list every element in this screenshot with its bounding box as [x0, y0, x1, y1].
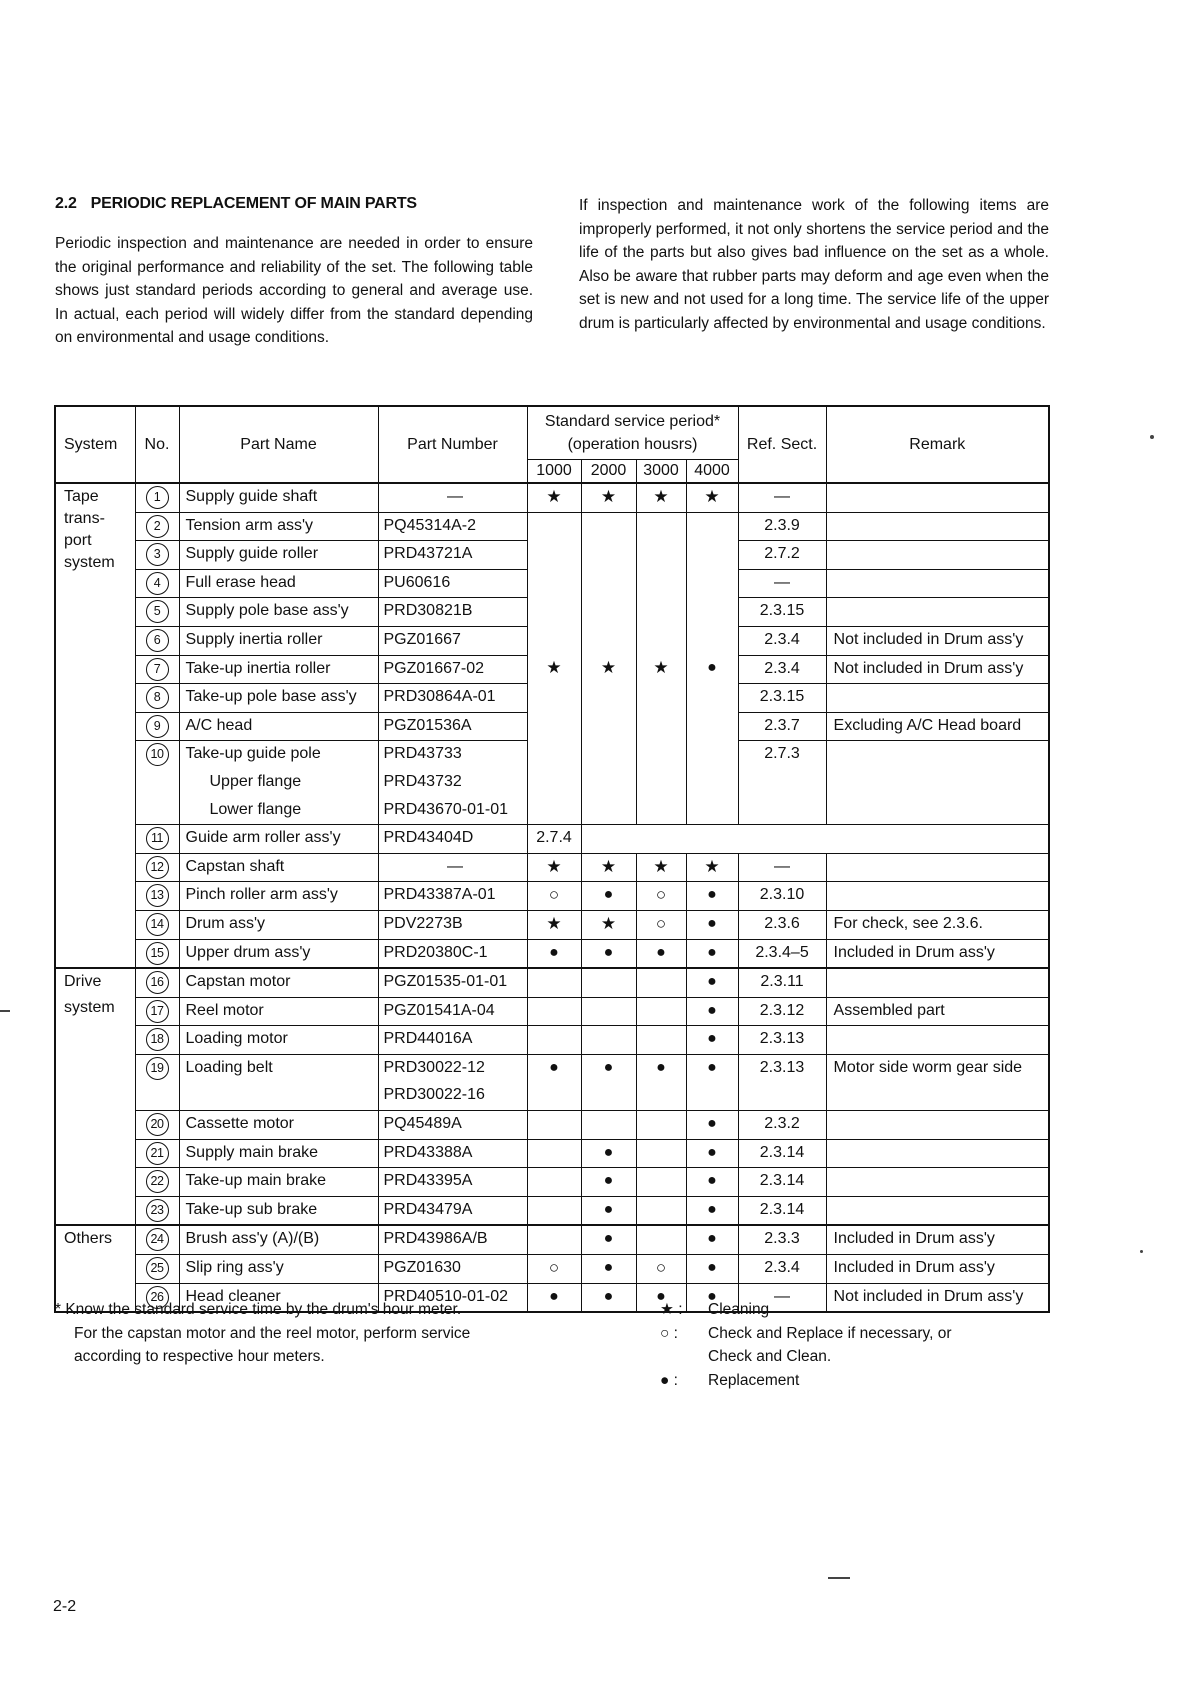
ref-sect: — [738, 853, 826, 882]
system-label: system [64, 554, 115, 571]
remark: Included in Drum ass'y [833, 1230, 995, 1248]
remark [581, 825, 636, 854]
ref-sect: 2.3.12 [738, 997, 826, 1026]
item-number-badge: 21 [146, 1142, 169, 1165]
system-label: port [64, 532, 92, 549]
filled-circle-mark: ● [603, 1172, 614, 1190]
ref-sect: 2.3.6 [738, 910, 826, 939]
system-label: system [64, 999, 115, 1017]
remark [826, 541, 1049, 570]
item-number-badge: 22 [146, 1170, 169, 1193]
ref-sect: 2.3.15 [738, 598, 826, 627]
filled-circle-mark: ● [707, 1001, 717, 1019]
ref-sect: 2.3.9 [738, 512, 826, 541]
star-mark: ★ [600, 657, 617, 677]
page-number: 2-2 [53, 1598, 77, 1615]
part-name: A/C head [179, 712, 378, 741]
part-number: PGZ01667 [378, 626, 527, 655]
star-mark: ★ [600, 487, 617, 506]
scan-artifact [1140, 1250, 1143, 1253]
part-name: Take-up main brake [179, 1168, 378, 1197]
open-circle-mark: ○ [548, 1258, 560, 1278]
item-number-badge: 2 [146, 515, 169, 538]
part-name: Supply main brake [179, 1139, 378, 1168]
filled-circle-mark: ● [707, 1030, 717, 1048]
part-number: PGZ01630 [378, 1255, 527, 1284]
item-number-badge: 5 [146, 600, 169, 623]
part-name: Slip ring ass'y [179, 1255, 378, 1284]
part-number: PRD43388A [378, 1139, 527, 1168]
part-number: PRD43732 [378, 769, 527, 797]
item-number-badge: 1 [146, 486, 169, 509]
legend-text: Replacement [708, 1371, 800, 1389]
part-name: Supply guide shaft [179, 483, 378, 512]
table-row [55, 1168, 1049, 1197]
item-number-badge: 14 [146, 913, 169, 936]
remark [826, 1196, 1049, 1225]
system-others: Others [55, 1225, 135, 1312]
ref-sect: 2.3.2 [738, 1111, 826, 1140]
filled-circle-mark: ● [707, 1143, 717, 1161]
part-number: PRD43986A/B [378, 1225, 527, 1254]
item-number-badge: 15 [146, 942, 169, 965]
header-system: System [55, 406, 135, 483]
part-number: PRD43387A-01 [378, 882, 527, 911]
remark: Excluding A/C Head board [833, 716, 1022, 734]
open-circle-mark: ○ [655, 885, 667, 905]
ref-sect: 2.3.4 [738, 1255, 826, 1284]
ref-sect: — [738, 483, 826, 512]
item-number-badge: 23 [146, 1199, 169, 1222]
part-number: PGZ01536A [378, 712, 527, 741]
remark [826, 853, 1049, 882]
part-name: Supply pole base ass'y [179, 598, 378, 627]
part-number: PU60616 [378, 569, 527, 598]
filled-circle-mark: ● [707, 1230, 717, 1248]
remark [826, 1111, 1049, 1140]
table-row [55, 1139, 1049, 1168]
star-mark: ★ [704, 856, 720, 876]
part-number: PRD43404D [378, 825, 527, 854]
remark: Not included in Drum ass'y [833, 630, 1024, 648]
ref-sect: 2.7.3 [738, 741, 826, 825]
table-row [55, 1196, 1049, 1225]
ref-sect: 2.3.11 [738, 968, 826, 997]
table-row [55, 1111, 1049, 1140]
star-mark: ★ [600, 913, 617, 933]
ref-sect: 2.7.2 [738, 541, 826, 570]
remark: For check, see 2.3.6. [833, 914, 983, 932]
ref-sect: 2.7.4 [527, 825, 581, 854]
ref-sect: 2.3.13 [738, 1054, 826, 1110]
filled-circle-mark: ● [549, 943, 559, 961]
header-hours-4000: 4000 [686, 460, 738, 484]
table-row [55, 1054, 1049, 1082]
filled-circle-mark: ● [707, 914, 717, 932]
intro-paragraph-left: Periodic inspection and maintenance are needed in order to ensure the original performance and reliability of the set. The following table shows just standard periods according to general and average use. In actual, each period will widely differ from the standard depending on environmental and usage conditions. [55, 235, 533, 346]
remark [826, 1139, 1049, 1168]
filled-circle-mark: ● [603, 1058, 614, 1076]
ref-sect: 2.3.7 [738, 712, 826, 741]
filled-circle-mark: ● [707, 886, 717, 904]
filled-circle-mark: ● [603, 886, 614, 904]
section-title: PERIODIC REPLACEMENT OF MAIN PARTS [90, 195, 417, 212]
star-mark: ★ [653, 487, 669, 506]
filled-circle-mark: ● [603, 1259, 614, 1277]
remark [826, 882, 1049, 911]
item-number-badge: 13 [146, 884, 169, 907]
system-drive [55, 968, 135, 1225]
filled-circle-mark: ● [603, 943, 614, 961]
remark [826, 598, 1049, 627]
legend-text: Cleaning [708, 1301, 770, 1318]
part-name: Take-up pole base ass'y [179, 684, 378, 713]
system-label: Drive [64, 973, 102, 991]
table-row [55, 1225, 1049, 1254]
part-number: PRD43721A [378, 541, 527, 570]
ref-sect: 2.3.4 [738, 626, 826, 655]
legend-symbol-blank [660, 1345, 708, 1369]
part-number: PRD30022-12 [378, 1054, 527, 1082]
star-mark: ★ [653, 657, 669, 677]
item-number-badge: 26 [146, 1286, 169, 1309]
symbol-legend [660, 1298, 1020, 1392]
filled-circle-mark: ● [707, 659, 717, 677]
table-row [55, 483, 1049, 512]
filled-circle-mark: ● [707, 1259, 717, 1277]
item-number-badge: 9 [146, 715, 169, 738]
scan-artifact [0, 1010, 10, 1012]
table-row [55, 939, 1049, 968]
part-name: Reel motor [179, 997, 378, 1026]
remark [826, 1168, 1049, 1197]
table-row [55, 512, 1049, 541]
item-number-badge: 3 [146, 543, 169, 566]
footnote-line: * Know the standard service time by the drum's hour meter. [55, 1301, 462, 1318]
star-mark: ★ [653, 856, 669, 876]
ref-sect: 2.3.4–5 [738, 939, 826, 968]
part-name: Cassette motor [179, 1111, 378, 1140]
remark: Assembled part [833, 1001, 945, 1019]
intro-paragraph-right: If inspection and maintenance work of the following items are improperly performed, it not only shortens the service period and the life of the parts but also gives bad influence on the set as a whole. Also be aware that rubber parts may deform and age even when the set is new and not used for a long time. The service life of the upper drum is particularly affected by environmental and usage conditions. [579, 197, 1049, 332]
star-mark: ★ [546, 487, 562, 506]
part-number: PGZ01667-02 [378, 655, 527, 684]
legend-item [660, 1298, 1020, 1322]
part-number: PDV2273B [378, 910, 527, 939]
legend-item [660, 1322, 1020, 1346]
header-ref-sect: Ref. Sect. [738, 406, 826, 483]
part-number: PRD43479A [378, 1196, 527, 1225]
header-remark: Remark [826, 406, 1049, 483]
remark [826, 1026, 1049, 1055]
table-row [55, 910, 1049, 939]
filled-circle-mark: ● [707, 973, 717, 991]
star-mark: ★ [600, 856, 617, 876]
part-number: PRD43670-01-01 [378, 797, 527, 825]
part-name: Tension arm ass'y [179, 512, 378, 541]
part-number: PRD30864A-01 [378, 684, 527, 713]
table-row [55, 1026, 1049, 1055]
item-number-badge: 12 [146, 856, 169, 879]
part-number: PRD20380C-1 [378, 939, 527, 968]
filled-circle-mark: ● [603, 1143, 614, 1161]
part-name: Supply inertia roller [179, 626, 378, 655]
part-name: Capstan shaft [179, 853, 378, 882]
section-number: 2.2 [55, 195, 77, 212]
footnote-line: For the capstan motor and the reel motor, perform service [74, 1324, 471, 1342]
header-service-period [527, 406, 738, 460]
legend-filled-circle-symbol: ● : [660, 1371, 678, 1389]
ref-sect: 2.3.15 [738, 684, 826, 713]
legend-item [660, 1345, 1020, 1369]
header-period-title: Standard service period* [544, 413, 721, 430]
legend-item [660, 1369, 1020, 1393]
ref-sect: 2.3.14 [738, 1139, 826, 1168]
item-number-badge: 6 [146, 629, 169, 652]
filled-circle-mark: ● [656, 1058, 666, 1076]
filled-circle-mark: ● [707, 1172, 717, 1190]
part-name: Loading motor [179, 1026, 378, 1055]
filled-circle-mark: ● [603, 1230, 614, 1248]
remark [826, 512, 1049, 541]
part-number: PRD43395A [378, 1168, 527, 1197]
system-label: Tape [64, 488, 99, 505]
filled-circle-mark: ● [603, 1287, 614, 1305]
part-name: Guide arm roller ass'y [179, 825, 378, 854]
remark [826, 569, 1049, 598]
part-name: Head cleaner [179, 1283, 378, 1312]
item-number-badge: 18 [146, 1028, 169, 1051]
part-number: PRD40510-01-02 [378, 1283, 527, 1312]
part-name: Brush ass'y (A)/(B) [179, 1225, 378, 1254]
header-part-number: Part Number [378, 406, 527, 483]
part-name-sub: Lower flange [179, 797, 378, 825]
header-hours-1000: 1000 [527, 460, 581, 484]
star-mark: ★ [546, 913, 562, 933]
system-tape-transport [55, 483, 135, 968]
legend-star-symbol: ★ : [660, 1301, 683, 1318]
part-name: Drum ass'y [179, 910, 378, 939]
header-part-name: Part Name [179, 406, 378, 483]
part-number: PGZ01541A-04 [378, 997, 527, 1026]
filled-circle-mark: ● [656, 943, 666, 961]
scan-artifact [1150, 435, 1154, 439]
filled-circle-mark: ● [707, 1058, 717, 1076]
open-circle-mark: ○ [548, 885, 560, 905]
remark [826, 741, 1049, 825]
ref-sect: 2.3.13 [738, 1026, 826, 1055]
open-circle-mark: ○ [655, 1258, 667, 1278]
ref-sect: 2.3.14 [738, 1196, 826, 1225]
part-number: — [378, 483, 527, 512]
ref-sect: 2.3.4 [738, 655, 826, 684]
remark: Not included in Drum ass'y [833, 659, 1024, 677]
item-number-badge: 7 [146, 658, 169, 681]
part-number: — [378, 853, 527, 882]
periodic-replacement-table [54, 405, 1050, 1313]
remark: Not included in Drum ass'y [833, 1287, 1024, 1305]
header-hours-3000: 3000 [636, 460, 686, 484]
filled-circle-mark: ● [707, 943, 717, 961]
star-mark: ★ [546, 657, 562, 677]
filled-circle-mark: ● [603, 1200, 614, 1218]
table-row [55, 853, 1049, 882]
ref-sect: — [738, 569, 826, 598]
star-mark: ★ [704, 487, 720, 506]
item-number-badge: 10 [146, 743, 169, 766]
item-number-badge: 25 [146, 1257, 169, 1280]
table-row [55, 1255, 1049, 1284]
part-name: Loading belt [179, 1054, 378, 1110]
header-hours-2000: 2000 [581, 460, 636, 484]
table-row [55, 997, 1049, 1026]
header-period-sub: (operation housrs) [567, 436, 698, 453]
table-row [55, 968, 1049, 997]
part-name: Take-up sub brake [179, 1196, 378, 1225]
ref-sect: — [738, 1283, 826, 1312]
item-number-badge: 16 [146, 971, 169, 994]
legend-text: Check and Replace if necessary, or [708, 1324, 952, 1342]
remark [826, 968, 1049, 997]
part-number: PGZ01535-01-01 [378, 968, 527, 997]
part-name: Pinch roller arm ass'y [179, 882, 378, 911]
remark: Included in Drum ass'y [833, 943, 995, 961]
remark [826, 483, 1049, 512]
item-number-badge: 24 [146, 1228, 169, 1251]
section-heading [55, 195, 417, 213]
part-number: PRD44016A [378, 1026, 527, 1055]
star-mark: ★ [546, 856, 562, 876]
filled-circle-mark: ● [549, 1287, 559, 1305]
open-circle-mark: ○ [655, 913, 667, 933]
table-row [55, 825, 1049, 854]
part-number: PRD30821B [378, 598, 527, 627]
part-number: PRD43733 [378, 741, 527, 769]
part-name: Take-up guide pole [179, 741, 378, 769]
part-name: Capstan motor [179, 968, 378, 997]
legend-open-circle-symbol: ○ : [660, 1324, 678, 1342]
system-label: trans- [64, 510, 105, 527]
part-name: Supply guide roller [179, 541, 378, 570]
filled-circle-mark: ● [707, 1287, 717, 1305]
ref-sect: 2.3.14 [738, 1168, 826, 1197]
part-name: Upper drum ass'y [179, 939, 378, 968]
item-number-badge: 4 [146, 572, 169, 595]
footnote-line: according to respective hour meters. [74, 1348, 325, 1365]
part-name-sub: Upper flange [179, 769, 378, 797]
part-number: PRD30022-16 [378, 1082, 527, 1110]
filled-circle-mark: ● [707, 1200, 717, 1218]
filled-circle-mark: ● [707, 1115, 717, 1133]
ref-sect: 2.3.3 [738, 1225, 826, 1254]
header-no: No. [135, 406, 179, 483]
remark [826, 684, 1049, 713]
part-name: Full erase head [179, 569, 378, 598]
remark: Included in Drum ass'y [833, 1259, 995, 1277]
scan-artifact [828, 1577, 850, 1579]
part-name: Take-up inertia roller [179, 655, 378, 684]
item-number-badge: 17 [146, 1000, 169, 1023]
table-row [55, 882, 1049, 911]
item-number-badge: 11 [146, 827, 169, 850]
remark: Motor side worm gear side [826, 1054, 1049, 1110]
filled-circle-mark: ● [549, 1058, 559, 1076]
item-number-badge: 8 [146, 686, 169, 709]
part-number: PQ45314A-2 [378, 512, 527, 541]
filled-circle-mark: ● [656, 1287, 666, 1305]
footnote [55, 1298, 555, 1369]
item-number-badge: 19 [146, 1057, 169, 1080]
part-number: PQ45489A [378, 1111, 527, 1140]
legend-text: Check and Clean. [708, 1348, 832, 1365]
ref-sect: 2.3.10 [738, 882, 826, 911]
item-number-badge: 20 [146, 1113, 169, 1136]
